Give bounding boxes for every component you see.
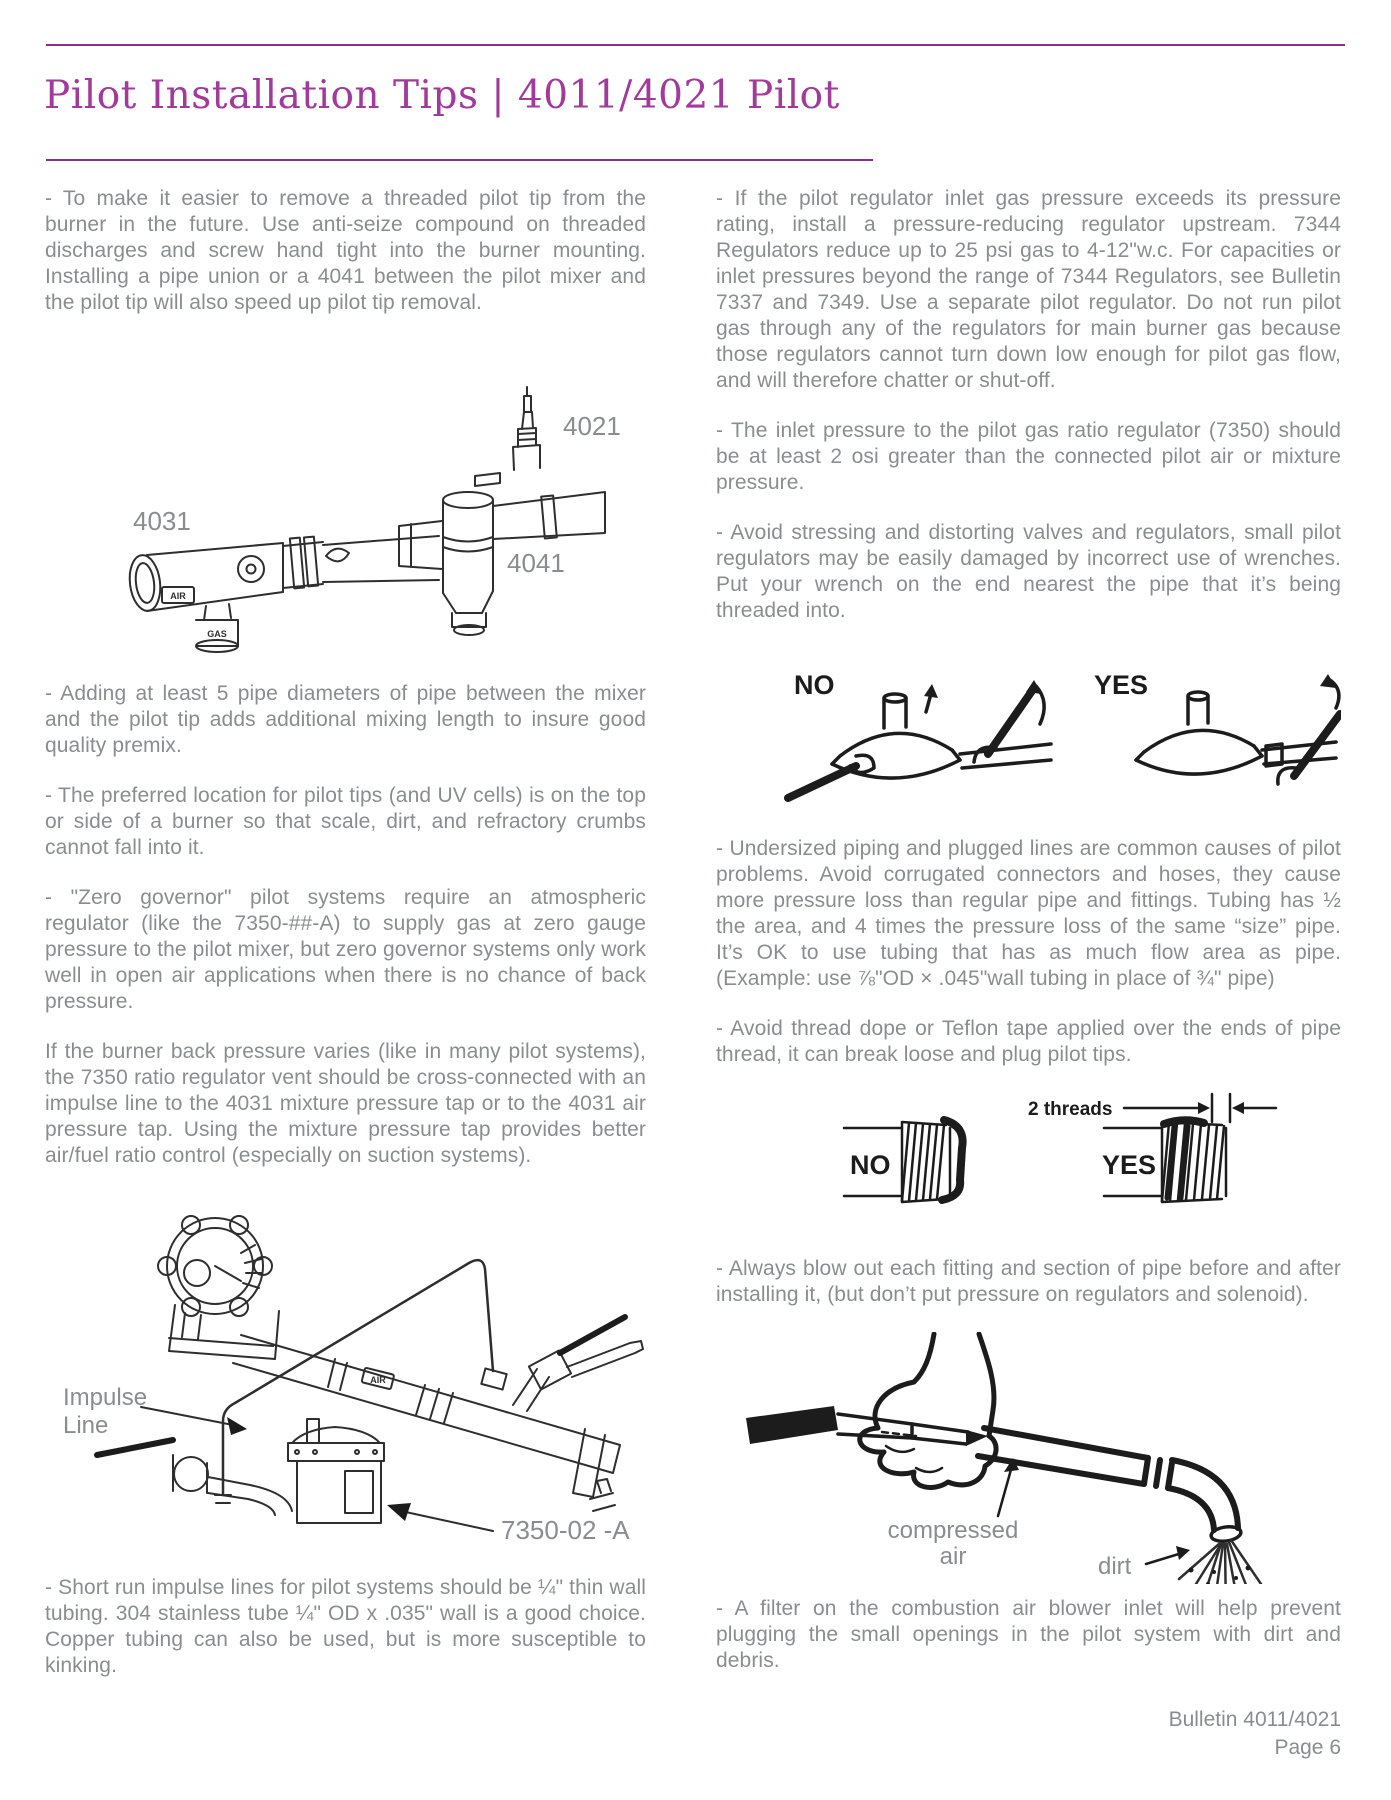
pipe-thread-tape-illustration	[716, 1092, 1341, 1242]
fig-impulse-line-assembly	[45, 1193, 646, 1551]
impulse-line-illustration	[45, 1193, 646, 1551]
right-para-blow-out: - Always blow out each fitting and section of pipe before and after installing it, (but don’t put pressure on regulators and solenoid).	[716, 1257, 1341, 1306]
sub-rule	[46, 159, 873, 161]
right-para-undersized-piping: - Undersized piping and plugged lines are common causes of pilot problems. Avoid corrugated connectors and hoses, they cause more pressure loss than regular pipe and fittings. Tubing has ½ the area, and 4 times the pressure loss of the same “size” pipe. It’s OK to use tubing that has as much flow area as pipe. (Example: use ⅞"OD × .045"wall tubing in place of ¾" pipe)	[716, 837, 1341, 990]
right-para-avoid-stressing: - Avoid stressing and distorting valves and regulators, small pilot regulators may be easily damaged by incorrect use of wrenches. Put your wrench on the end nearest the pipe that it’s being threaded into.	[716, 521, 1341, 622]
dim-arrow-right	[1198, 1102, 1210, 1114]
impulse-tube	[223, 1260, 493, 1495]
compressed-air-arrow	[998, 1466, 1012, 1516]
valve-lever-bottom	[97, 1440, 173, 1455]
fig4-label-yes: YES	[1102, 1150, 1157, 1180]
left-para-remove-tip: - To make it easier to remove a threaded pilot tip from the burner in the future. Use anti-seize compound on threaded discharges and screw hand tight into the burner mounting. Installing a pipe union or a 4041 between the pilot mixer and the pilot tip will also speed up pilot tip removal.	[45, 187, 646, 314]
pilot-mixer-assembly-illustration	[45, 340, 646, 655]
fig-pilot-mixer-assembly	[45, 340, 646, 655]
right-para-thread-dope: - Avoid thread dope or Teflon tape applied over the ends of pipe thread, it can break loose and plug pilot tips.	[716, 1017, 1341, 1066]
fig4-label-no: NO	[850, 1150, 891, 1180]
top-rule	[46, 44, 1345, 46]
fig5-label-compressed: compressed	[887, 1517, 1019, 1544]
hand-outline	[860, 1334, 996, 1487]
right-column	[716, 186, 1341, 1698]
fig1-label-4031: 4031	[133, 506, 191, 536]
footer-bulletin: Bulletin 4011/4021	[1168, 1708, 1341, 1731]
fig5-label-dirt: dirt	[1098, 1553, 1132, 1580]
impulse-leader-arrowhead	[227, 1417, 247, 1435]
threads-yes-tape-wrap	[1167, 1126, 1188, 1198]
fig2-air-tag: AIR	[370, 1375, 386, 1385]
dirt-spray-lines	[1179, 1540, 1261, 1584]
right-para-inlet-pressure: - If the pilot regulator inlet gas pressure exceeds its pressure rating, install a pressure-reducing regulator upstream. 7344 Regulators reduce up to 25 psi gas to 4-12"w.c. For capacities or inlet pressures beyond the range of 7344 Regulators, see Bulletin 7337 and 7349. Use a separate pilot regulator. Do not run pilot gas through any of the regulators for main burner gas because those regulators cannot turn down low enough for pilot gas flow, and will therefore chatter or shut-off.	[716, 187, 1341, 392]
right-para-blower-filter: - A filter on the combustion air blower inlet will help prevent plugging the small openings in the pilot system with dirt and debris.	[716, 1597, 1341, 1672]
impulse-label-leader	[141, 1407, 233, 1425]
fig1-label-4021: 4021	[563, 411, 621, 441]
mixer-line-art	[127, 387, 605, 652]
left-para-preferred-location: - The preferred location for pilot tips (and UV cells) is on the top or side of a burner so that scale, dirt, and refractory crumbs cannot fall into it.	[45, 784, 646, 859]
fig2-label-impulse: Impulse	[63, 1384, 148, 1411]
fig5-label-air: air	[939, 1543, 967, 1570]
threads-yes-tape-blob	[1164, 1120, 1204, 1124]
air-nozzle-handle	[746, 1406, 838, 1444]
left-column	[45, 186, 646, 1703]
page-title: Pilot Installation Tips | 4011/4021 Pilot	[44, 73, 840, 118]
fig-compressed-air	[716, 1332, 1341, 1584]
fig2-label-line: Line	[63, 1412, 109, 1439]
left-para-impulse-tubing: - Short run impulse lines for pilot systems should be ¼" thin wall tubing. 304 stainless tube ¼" OD x .035" wall is a good choice. Copper tubing can also be used, but is more susceptible to kinking.	[45, 1576, 646, 1677]
threads-no-tape-blob	[942, 1120, 963, 1200]
model-leader-arrowhead	[387, 1503, 411, 1521]
dirt-arrowhead	[1176, 1546, 1190, 1560]
pipe-and-elbow	[978, 1428, 1238, 1530]
fig-wrench-no-yes	[716, 648, 1341, 816]
model-label-leader	[401, 1511, 493, 1531]
nozzle-through-hand	[912, 1424, 968, 1444]
fig4-label-2threads: 2 threads	[1028, 1099, 1113, 1120]
impulse-assembly-line-art	[158, 1216, 643, 1523]
fig2-label-7350: 7350-02 -A	[501, 1515, 630, 1545]
left-para-zero-governor: - "Zero governor" pilot systems require an atmospheric regulator (like the 7350-##-A) to supply gas at zero gauge pressure to the pilot mixer, but zero governor systems only work well in open air applications when there is no chance of back pressure.	[45, 886, 646, 1013]
dim-arrow-left	[1232, 1102, 1244, 1114]
left-para-back-pressure: If the burner back pressure varies (like in many pilot systems), the 7350 ratio regulator vent should be cross-connected with an impulse line to the 4031 mixture pressure tap or to the 4031 air pressure tap. Using the mixture pressure tap provides better air/fuel ratio control (especially on suction systems).	[45, 1040, 646, 1167]
threads-yes-drawing	[1104, 1094, 1276, 1202]
fig1-gas-tag: GAS	[207, 629, 227, 639]
left-para-pipe-diameters: - Adding at least 5 pipe diameters of pipe between the mixer and the pilot tip adds additional mixing length to insure good quality premix.	[45, 682, 646, 757]
hand-knuckles	[886, 1446, 942, 1472]
fig-threads-no-yes	[716, 1092, 1341, 1242]
right-para-ratio-regulator: - The inlet pressure to the pilot gas ratio regulator (7350) should be at least 2 osi greater than the connected pilot air or mixture pressure.	[716, 419, 1341, 494]
compressed-air-cleaning-illustration	[716, 1332, 1341, 1584]
nozzle-cone	[966, 1430, 988, 1446]
wrench-usage-illustration	[716, 648, 1341, 816]
fig1-label-4041: 4041	[507, 548, 565, 578]
fig3-label-yes: YES	[1094, 670, 1149, 700]
footer-page-number: Page 6	[1274, 1736, 1341, 1759]
wrench-yes-drawing	[1136, 674, 1340, 784]
page-footer	[1169, 1706, 1341, 1762]
dirt-arrow	[1146, 1553, 1182, 1564]
fig3-label-no: NO	[794, 670, 835, 700]
fig1-air-tag: AIR	[170, 591, 186, 601]
